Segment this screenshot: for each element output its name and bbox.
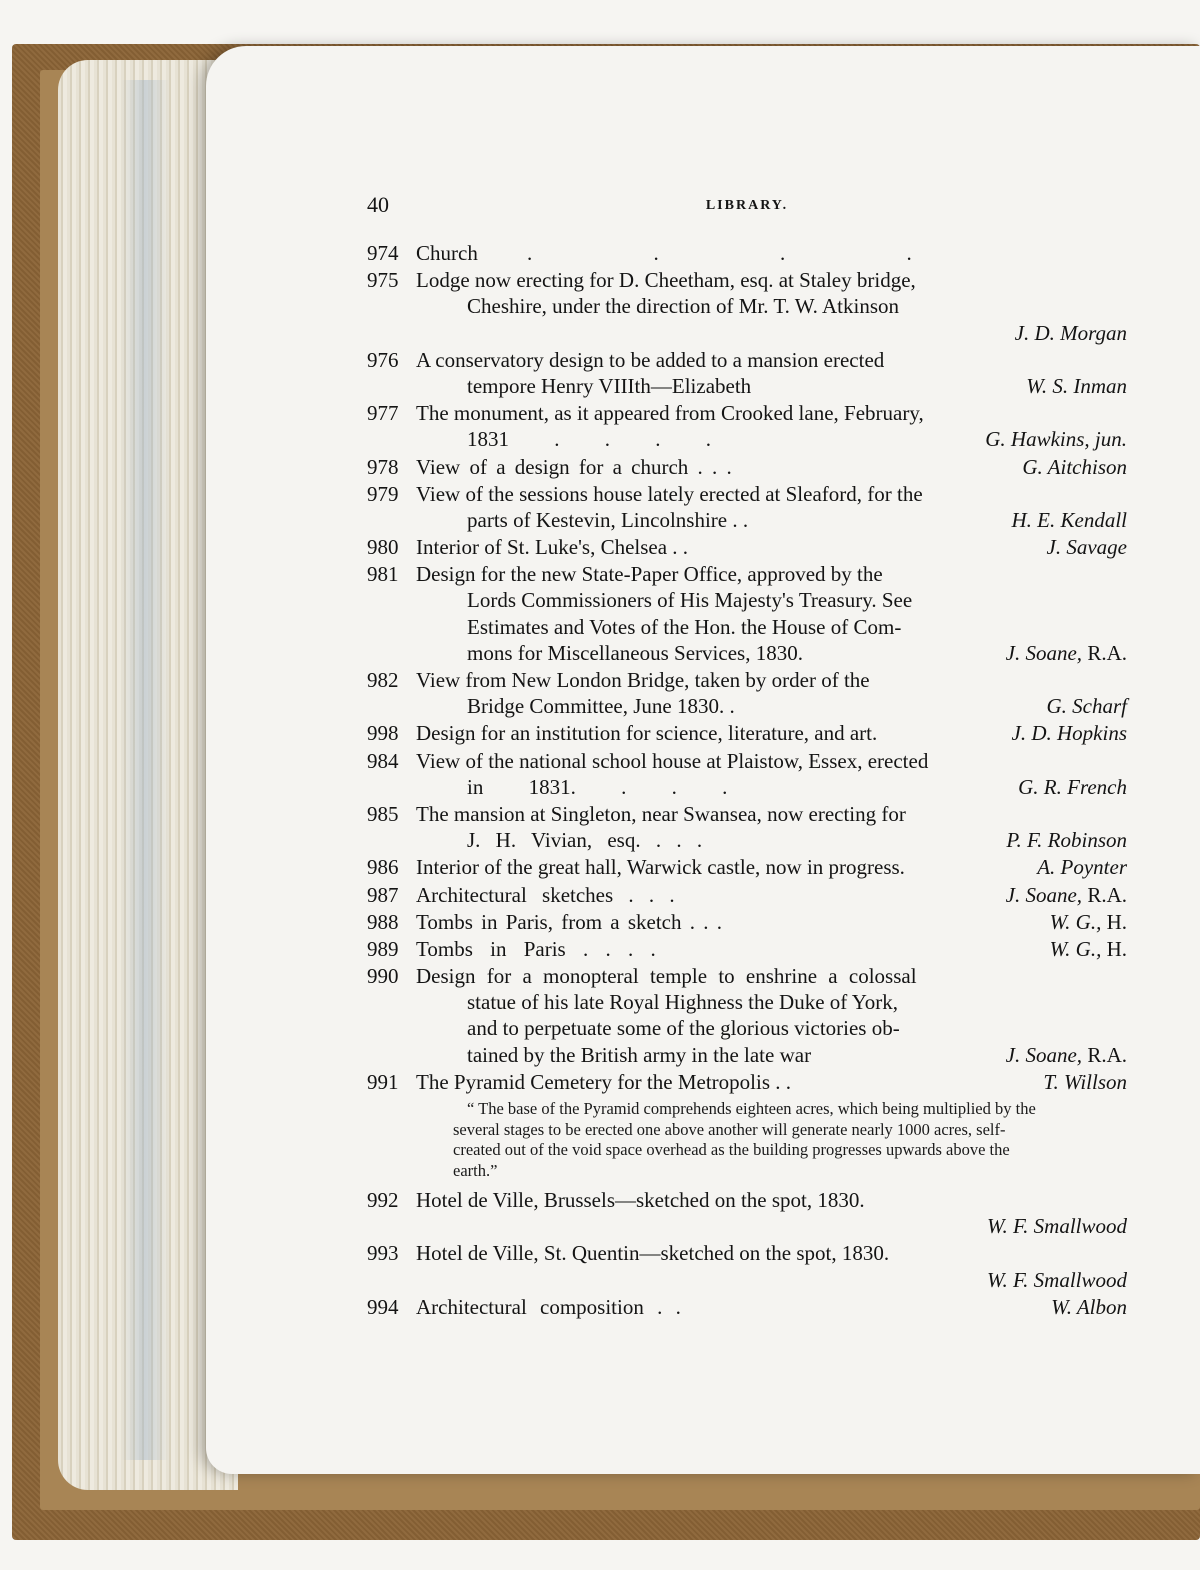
catalogue-entry — [367, 936, 1127, 962]
entry-title: View of the national school house at Plaistow, Essex, erected — [416, 748, 929, 773]
entry-title: The monument, as it appeared from Crooked lane, February, — [416, 401, 924, 426]
entry-title: Architectural composition . . — [416, 1294, 681, 1319]
entry-number: 984 — [367, 748, 399, 773]
entry-artist: G. Hawkins, jun. — [985, 427, 1127, 452]
entry-title-continued: 1831 . . . . — [467, 427, 711, 452]
entry-number: 988 — [367, 909, 399, 934]
entry-number: 998 — [367, 721, 399, 746]
entry-artist-suffix: R.A. — [1082, 640, 1127, 665]
entry-title: Hotel de Ville, St. Quentin—sketched on the spot, 1830. — [416, 1241, 890, 1266]
entry-artist: J. Soane, — [1005, 640, 1083, 665]
entry-title: The Pyramid Cemetery for the Metropolis . . — [416, 1069, 791, 1094]
entry-artist: J. D. Hopkins — [1011, 721, 1127, 746]
entry-number: 981 — [367, 562, 399, 587]
entry-artist-suffix: R.A. — [1082, 1042, 1127, 1067]
dot-leader: . . . . — [527, 241, 970, 265]
entry-number: 990 — [367, 964, 399, 989]
catalogue-entry — [367, 720, 1127, 746]
entry-title-continued: tained by the British army in the late war — [467, 1042, 812, 1067]
entry-number: 992 — [367, 1188, 399, 1212]
entry-number: 979 — [367, 481, 399, 506]
entry-title: The mansion at Singleton, near Swansea, now erecting for — [416, 801, 906, 826]
entry-number: 977 — [367, 401, 399, 426]
entry-artist: A. Poynter — [1037, 855, 1127, 880]
catalogue-entry — [367, 400, 1127, 452]
entry-number: 994 — [367, 1294, 399, 1319]
entry-title: Architectural sketches . . . — [416, 882, 675, 907]
entry-artist: T. Willson — [1043, 1069, 1127, 1094]
entry-artist: W. S. Inman — [1026, 373, 1127, 398]
entry-artist: G. R. French — [1018, 774, 1127, 799]
catalogue-entry — [367, 854, 1127, 880]
catalogue-entry — [367, 801, 1127, 853]
entry-number: 982 — [367, 668, 399, 692]
entry-artist: W. F. Smallwood — [986, 1267, 1127, 1292]
catalogue-entry — [367, 1294, 1127, 1320]
entry-title-continued: J. H. Vivian, esq. . . . — [467, 828, 703, 853]
entry-title: View of a design for a church . . . — [416, 454, 732, 479]
entry-title-continued: in 1831. . . . — [467, 774, 728, 799]
entry-number: 975 — [367, 268, 399, 293]
entry-title: View of the sessions house lately erected at Sleaford, for the — [416, 481, 923, 506]
entry-title: Design for a monopteral temple to enshrine a colossal — [416, 964, 917, 989]
entry-artist: W. F. Smallwood — [986, 1214, 1127, 1239]
entry-artist: J. Soane, — [1005, 882, 1083, 907]
entry-number: 986 — [367, 855, 399, 880]
running-head — [367, 190, 1127, 222]
page-edges-tint — [120, 80, 170, 1460]
entry-artist: G. Scharf — [1046, 694, 1127, 719]
entry-title: Lodge now erecting for D. Cheetham, esq. at Staley bridge, — [416, 268, 916, 293]
catalogue-entry — [367, 963, 1127, 1068]
catalogue-entry — [367, 748, 1127, 800]
entry-title: Interior of St. Luke's, Chelsea . . — [416, 535, 689, 560]
entry-number: 991 — [367, 1069, 399, 1094]
entry-title: View from New London Bridge, taken by order of the — [416, 668, 870, 692]
entry-artist: W. Albon — [1051, 1294, 1127, 1319]
entry-artist: P. F. Robinson — [1006, 828, 1127, 853]
catalogue-entry — [367, 454, 1127, 480]
entry-title-continued: Cheshire, under the direction of Mr. T. W. Atkinson — [467, 294, 900, 319]
entry-title: Tombs in Paris . . . . — [416, 936, 656, 961]
entry-artist-suffix: R.A. — [1082, 882, 1127, 907]
entry-title-continued: mons for Miscellaneous Services, 1830. — [467, 640, 803, 665]
section-title: LIBRARY. — [705, 198, 789, 213]
entry-title: Hotel de Ville, Brussels—sketched on the spot, 1830. — [416, 1188, 865, 1212]
entry-title: Interior of the great hall, Warwick castle, now in progress. — [416, 855, 905, 880]
entry-number: 980 — [367, 535, 399, 560]
catalogue-entry — [367, 534, 1127, 560]
entry-number: 989 — [367, 936, 399, 961]
entry-title-continued: statue of his late Royal Highness the Duke of York, — [467, 990, 899, 1015]
catalogue-entry — [367, 1187, 1127, 1239]
entry-number: 987 — [367, 882, 399, 907]
entry-number: 993 — [367, 1241, 399, 1266]
catalogue-entry — [367, 667, 1127, 719]
entry-artist: G. Aitchison — [1022, 454, 1127, 479]
entry-title: Design for the new State-Paper Office, approved by the — [416, 562, 883, 587]
entry-number: 985 — [367, 801, 399, 826]
entry-title: A conservatory design to be added to a mansion erected — [416, 347, 885, 372]
entry-artist: W. G., — [1049, 936, 1102, 961]
page-number: 40 — [367, 192, 389, 217]
entry-artist-suffix: H. — [1101, 909, 1127, 934]
entry-title: Tombs in Paris, from a sketch . . . — [416, 909, 722, 934]
entry-title-continued: Estimates and Votes of the Hon. the House of Com- — [467, 614, 902, 639]
catalogue-entry — [367, 1069, 1127, 1181]
entry-note: “ The base of the Pyramid comprehends eighteen acres, which being multiplied by the several stages to be erected one above another will generate nearly 1000 acres, self-created out of the void space overhead as the building progresses upwards above the earth.” — [453, 1099, 1036, 1180]
catalogue-entries — [367, 240, 1127, 1320]
entry-title-continued: tempore Henry VIIIth—Elizabeth — [467, 373, 752, 398]
catalogue-entry — [367, 1240, 1127, 1292]
entry-title: Church — [416, 241, 478, 265]
entry-title: Design for an institution for science, literature, and art. — [416, 721, 878, 746]
catalogue-entry — [367, 240, 1127, 266]
entry-title-continued: parts of Kestevin, Lincolnshire . . — [467, 507, 749, 532]
page-content — [367, 190, 1127, 1340]
entry-number: 978 — [367, 454, 399, 479]
entry-artist: W. G., — [1049, 909, 1102, 934]
catalogue-entry — [367, 561, 1127, 666]
catalogue-entry — [367, 909, 1127, 935]
entry-title-continued: Bridge Committee, June 1830. . — [467, 694, 735, 719]
entry-title-continued: and to perpetuate some of the glorious victories ob- — [467, 1016, 900, 1041]
entry-artist: J. D. Morgan — [1014, 320, 1127, 345]
catalogue-entry — [367, 481, 1127, 533]
entry-artist-suffix: H. — [1101, 936, 1127, 961]
entry-title-continued: Lords Commissioners of His Majesty's Treasury. See — [467, 588, 913, 613]
catalogue-entry — [367, 347, 1127, 399]
entry-artist: J. Soane, — [1005, 1042, 1083, 1067]
entry-artist: J. Savage — [1046, 535, 1127, 560]
entry-number: 976 — [367, 347, 399, 372]
catalogue-entry — [367, 882, 1127, 908]
entry-artist: H. E. Kendall — [1011, 507, 1127, 532]
entry-number: 974 — [367, 241, 399, 265]
catalogue-entry — [367, 267, 1127, 346]
